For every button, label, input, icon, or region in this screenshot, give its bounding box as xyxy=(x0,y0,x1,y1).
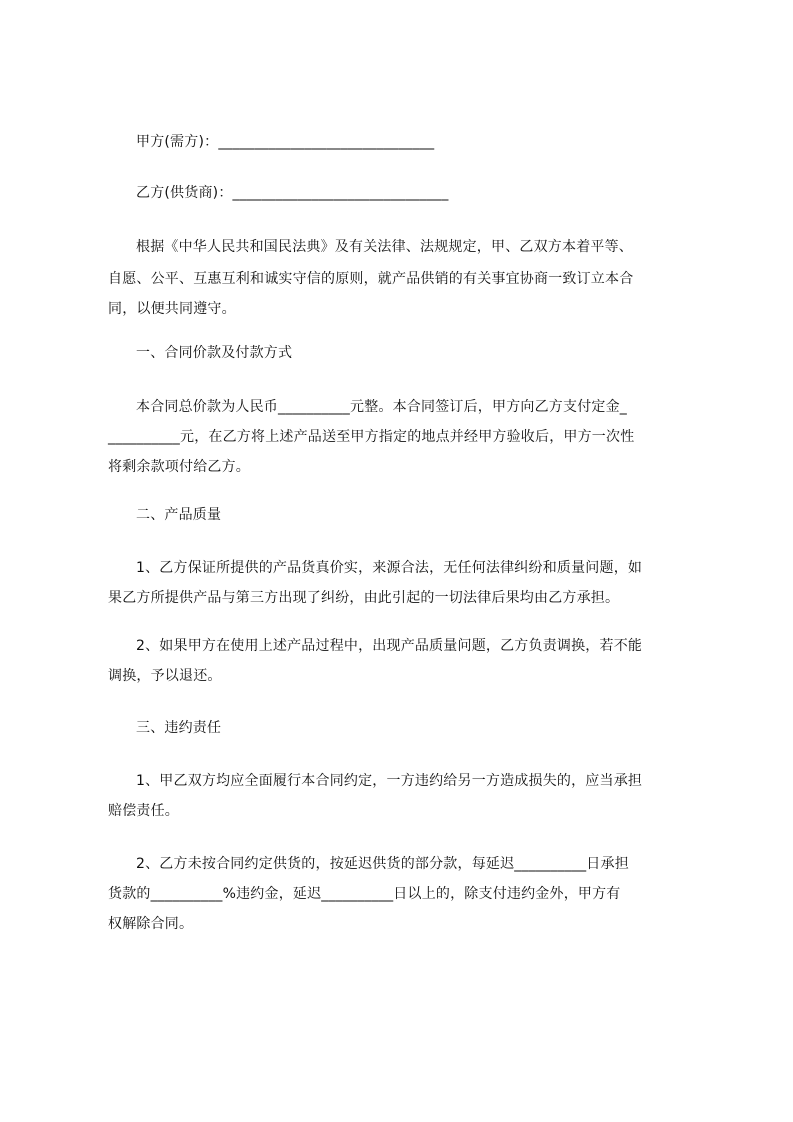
section-1-title: 一、合同价款及付款方式 xyxy=(136,345,293,361)
party-a-line: 甲方(需方)：______________________________ xyxy=(136,134,435,150)
section-3-item-1-line-2: 赔偿责任。 xyxy=(108,803,179,819)
section-3-item-2-line-3: 权解除合同。 xyxy=(108,916,194,932)
intro-line-3: 同，以便共同遵守。 xyxy=(108,301,236,317)
section-2-item-1-line-2: 果乙方所提供产品与第三方出现了纠纷，由此引起的一切法律后果均由乙方承担。 xyxy=(108,590,620,606)
intro-line-2: 自愿、公平、互惠互利和诚实守信的原则，就产品供销的有关事宜协商一致订立本合 xyxy=(108,271,634,287)
section-1-line-3: 将剩余款项付给乙方。 xyxy=(108,459,250,475)
section-3-item-2-line-1: 2、乙方未按合同约定供货的，按延迟供货的部分款，每延迟__________日承担 xyxy=(136,856,629,872)
section-3-item-2-line-2: 货款的__________%违约金，延迟__________日以上的，除支付违约金外，甲方有 xyxy=(108,886,621,902)
section-3-title: 三、违约责任 xyxy=(136,720,222,736)
section-2-item-1-line-1: 1、乙方保证所提供的产品货真价实，来源合法，无任何法律纠纷和质量问题，如 xyxy=(136,560,643,576)
party-b-line: 乙方(供货商)：______________________________ xyxy=(136,185,449,201)
section-2-item-2-line-1: 2、如果甲方在使用上述产品过程中，出现产品质量问题，乙方负责调换，若不能 xyxy=(136,638,643,654)
section-2-title: 二、产品质量 xyxy=(136,507,222,523)
section-3-item-1-line-1: 1、甲乙双方均应全面履行本合同约定，一方违约给另一方造成损失的，应当承担 xyxy=(136,773,643,789)
intro-line-1: 根据《中华人民共和国民法典》及有关法律、法规规定，甲、乙双方本着平等、 xyxy=(136,239,633,255)
section-2-item-2-line-2: 调换，予以退还。 xyxy=(108,668,222,684)
section-1-line-1: 本合同总价款为人民币__________元整。本合同签订后，甲方向乙方支付定金_ xyxy=(136,399,627,415)
section-1-line-2: __________元，在乙方将上述产品送至甲方指定的地点并经甲方验收后，甲方一次性 xyxy=(108,429,635,445)
